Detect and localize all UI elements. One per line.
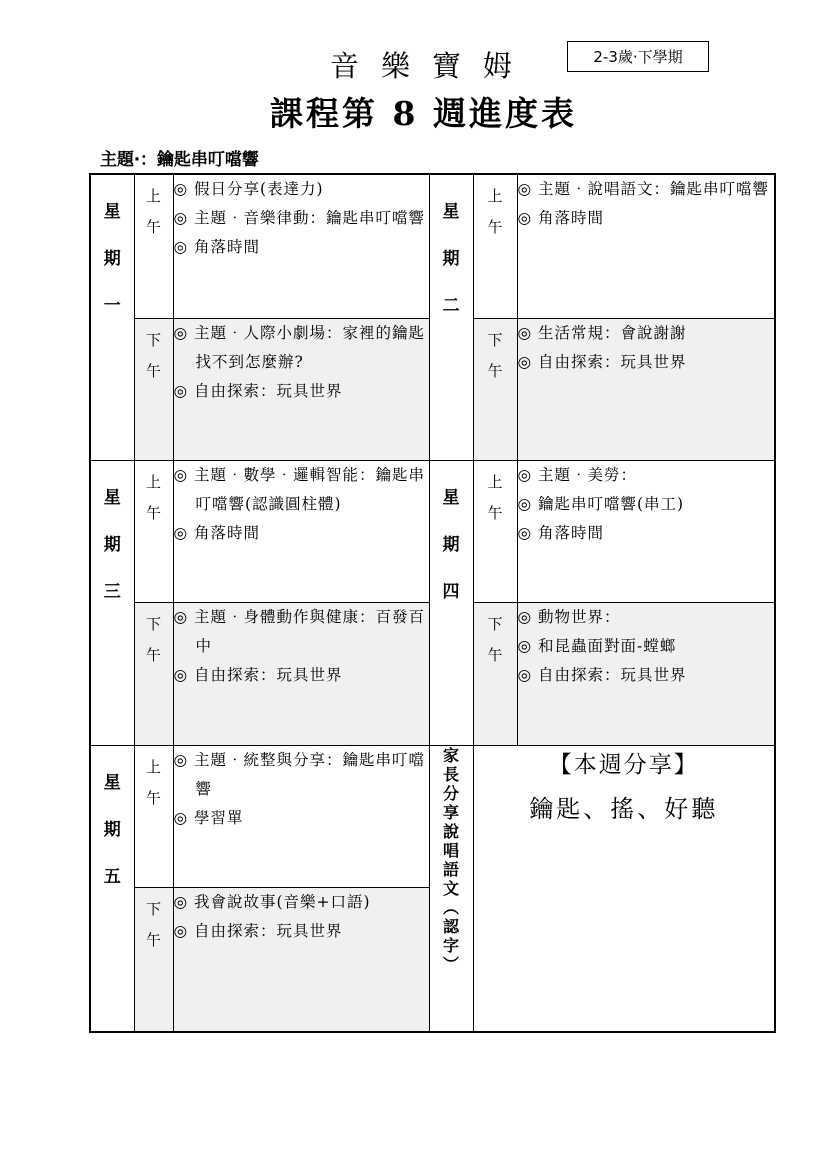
activity-item: ◎ 鑰匙串叮噹響(串工) <box>517 494 685 513</box>
parent-share-char: 享 <box>442 802 459 822</box>
parent-share-char: 長 <box>442 764 459 784</box>
period-char: 下 <box>487 330 503 349</box>
activity-cell-pm <box>517 602 775 745</box>
parent-share-char: 認 <box>442 916 459 936</box>
period-char: 上 <box>145 187 161 205</box>
period-char: 下 <box>487 614 503 633</box>
parent-share-char: ︶ <box>442 954 459 974</box>
period-pm <box>473 318 517 460</box>
period-char: 午 <box>145 930 161 949</box>
activity-item: ◎ 主題‧美勞： <box>517 465 637 484</box>
activity-item: ◎ 自由探索：玩具世界 <box>173 381 343 400</box>
day-label-char: 三 <box>103 581 121 602</box>
period-char: 午 <box>145 503 161 522</box>
day-label-char: 四 <box>442 581 460 602</box>
period-char: 上 <box>487 187 503 205</box>
period-char: 午 <box>487 218 503 236</box>
period-char: 下 <box>145 330 161 349</box>
period-char: 午 <box>487 503 503 522</box>
activity-item: ◎ 主題‧音樂律動：鑰匙串叮噹響 <box>173 209 425 227</box>
activity-item: ◎ 生活常規：會說謝謝 <box>517 323 687 342</box>
activity-item: ◎ 學習單 <box>173 808 244 827</box>
activity-item: ◎ 角落時間 <box>517 209 604 227</box>
activity-item: ◎ 主題‧說唱語文：鑰匙串叮噹響 <box>517 180 769 198</box>
activity-item: ◎ 主題‧數學‧邏輯智能：鑰匙串叮噹響(認識圓柱體) <box>173 465 425 513</box>
day-label-char: 期 <box>103 534 121 555</box>
parent-share-char: 家 <box>442 745 459 765</box>
parent-share-char: 字 <box>442 935 459 955</box>
day-label-char: 星 <box>442 487 460 508</box>
activity-item: ◎ 主題‧人際小劇場：家裡的鑰匙找不到怎麼辦? <box>173 323 425 371</box>
period-char: 午 <box>487 645 503 664</box>
level-badge: 2-3歲‧下學期 <box>567 41 709 72</box>
day-label-char: 星 <box>103 202 121 222</box>
activity-item: ◎ 自由探索：玩具世界 <box>517 352 687 371</box>
period-pm <box>134 887 173 1032</box>
period-pm <box>473 602 517 745</box>
activity-cell-am <box>173 745 429 887</box>
activity-cell-am <box>517 174 775 318</box>
period-char: 上 <box>487 472 503 491</box>
day-label-char: 星 <box>442 202 460 222</box>
activity-item: ◎ 角落時間 <box>173 238 260 256</box>
day-label-char: 期 <box>103 819 121 840</box>
parent-share-char: 唱 <box>442 840 459 860</box>
activity-item: ◎ 自由探索：玩具世界 <box>173 921 343 940</box>
activity-item: ◎ 主題‧統整與分享：鑰匙串叮噹響 <box>173 750 425 798</box>
day-label-char: 期 <box>442 534 460 555</box>
period-char: 午 <box>145 645 161 664</box>
period-char: 午 <box>145 788 161 807</box>
weekly-share-content: 鑰匙、搖、好聽 <box>529 794 719 823</box>
activity-cell-am <box>173 460 429 602</box>
activity-cell-pm <box>517 318 775 460</box>
day-label-char: 星 <box>103 772 121 793</box>
activity-item: ◎ 角落時間 <box>517 523 604 542</box>
parent-share-char: 文 <box>442 878 459 898</box>
weekly-share-box <box>473 745 775 1032</box>
period-am <box>134 460 173 602</box>
brand-name: 音樂寶姆 <box>330 49 535 83</box>
parent-share-char: 語 <box>442 859 459 879</box>
day-label-char: 一 <box>103 296 121 316</box>
activity-item: ◎ 自由探索：玩具世界 <box>517 665 687 684</box>
theme-label: 主題‧：鑰匙串叮噹響 <box>100 150 259 170</box>
parent-share-char: 說 <box>442 821 459 841</box>
schedule-table <box>89 173 776 1033</box>
activity-item: ◎ 角落時間 <box>173 523 260 542</box>
activity-item: ◎ 自由探索：玩具世界 <box>173 665 343 684</box>
parent-share-char: 分 <box>442 783 459 803</box>
day-label-char: 二 <box>442 296 460 316</box>
parent-share-char: ︵ <box>442 897 459 917</box>
day-label-char: 期 <box>442 249 460 269</box>
day-label <box>90 745 134 1032</box>
day-label <box>429 174 473 460</box>
activity-item: ◎ 主題‧身體動作與健康：百發百中 <box>173 607 425 655</box>
period-char: 午 <box>145 361 161 380</box>
parent-share-label <box>429 745 473 1032</box>
activity-cell-pm <box>173 318 429 460</box>
period-am <box>473 174 517 318</box>
day-label-char: 期 <box>103 249 121 269</box>
page-title: 課程第 8 週進度表 <box>270 94 577 133</box>
day-label <box>429 460 473 745</box>
period-pm <box>134 318 173 460</box>
activity-item: ◎ 動物世界： <box>517 607 621 626</box>
period-pm <box>134 602 173 745</box>
activity-cell-am <box>517 460 775 602</box>
period-am <box>134 174 173 318</box>
period-char: 下 <box>145 899 161 918</box>
day-label <box>90 460 134 745</box>
period-char: 上 <box>145 472 161 491</box>
period-char: 午 <box>487 361 503 380</box>
period-char: 上 <box>145 757 161 776</box>
activity-item: ◎ 假日分享(表達力) <box>173 180 324 198</box>
activity-cell-pm <box>173 602 429 745</box>
period-char: 午 <box>145 218 161 236</box>
day-label <box>90 174 134 460</box>
activity-item: ◎ 我會說故事(音樂+口語) <box>173 892 371 911</box>
day-label-char: 星 <box>103 487 121 508</box>
activity-cell-am <box>173 174 429 318</box>
day-label-char: 五 <box>103 866 121 887</box>
period-char: 下 <box>145 614 161 633</box>
activity-item: ◎ 和昆蟲面對面-螳螂 <box>517 636 677 655</box>
activity-cell-pm <box>173 887 429 1032</box>
weekly-share-heading: 【本週分享】 <box>548 751 699 778</box>
period-am <box>134 745 173 887</box>
period-am <box>473 460 517 602</box>
